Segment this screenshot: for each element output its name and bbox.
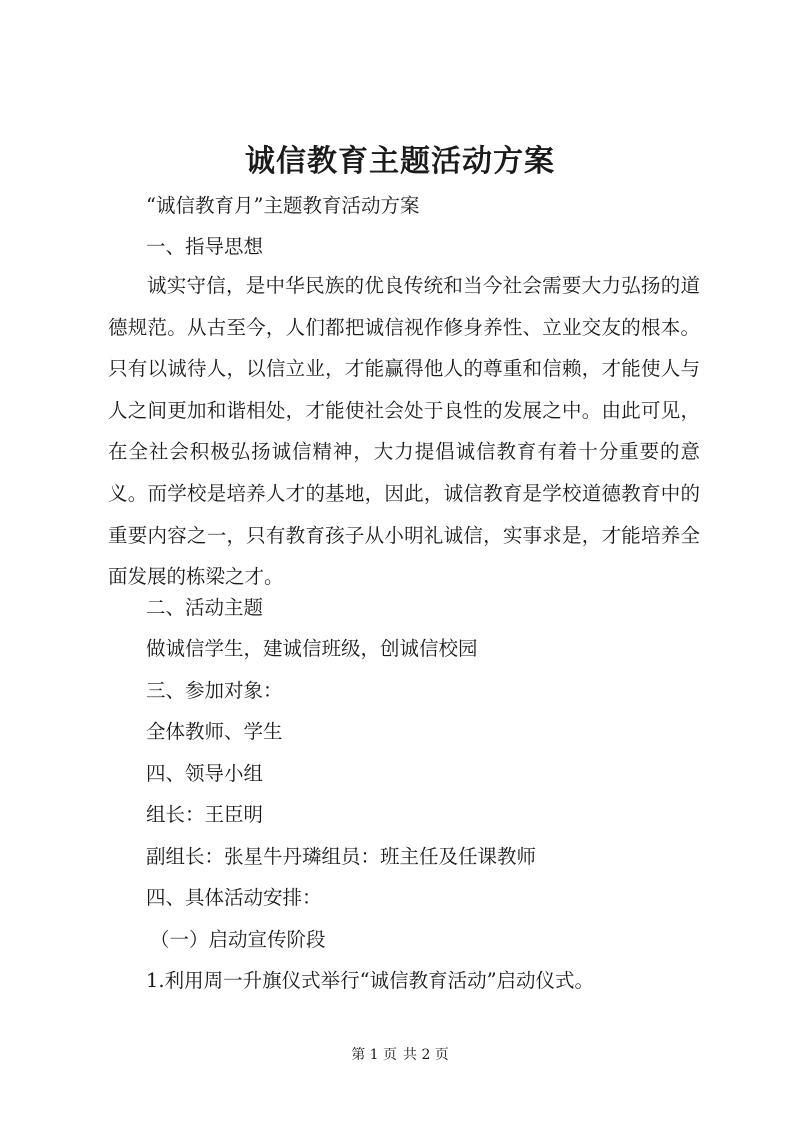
section-heading-activity-theme: 二、活动主题: [146, 596, 264, 619]
document-subtitle: “诚信教育月”主题教育活动方案: [146, 194, 420, 217]
participants-text: 全体教师、学生: [146, 720, 283, 743]
page-footer: [0, 1045, 800, 1065]
section-heading-participants: 三、参加对象：: [146, 679, 283, 702]
page-number-current: 第 1 页: [351, 1047, 397, 1063]
section-heading-leadership-group: 四、领导小组: [146, 762, 264, 785]
activity-theme-text: 做诚信学生，建诚信班级，创诚信校园: [146, 637, 478, 660]
stage-heading-launch: （一）启动宣传阶段: [150, 928, 326, 951]
document-title: 诚信教育主题活动方案: [245, 144, 555, 179]
group-leader-text: 组长：王臣明: [146, 803, 264, 826]
page-number-total: 共 2 页: [403, 1047, 449, 1063]
section-heading-guiding-thought: 一、指导思想: [146, 235, 264, 258]
arrangement-item-1: 1.利用周一升旗仪式举行“诚信教育活动”启动仪式。: [146, 969, 595, 992]
guiding-thought-paragraph: 诚实守信，是中华民族的优良传统和当今社会需要大力弘扬的道德规范。从古至今，人们都把诚信视作修身养性、立业交友的根本。只有以诚待人，以信立业，才能赢得他人的尊重和信赖，才能使人与人之间更加和谐相处，才能使社会处于良性的发展之中。由此可见，在全社会积极弘扬诚信精神，大力提倡诚信教育有着十分重要的意义。而学校是培养人才的基地，因此，诚信教育是学校道德教育中的重要内容之一，只有教育孩子从小明礼诚信，实事求是，才能培养全面发展的栋梁之才。: [108, 274, 700, 589]
section-heading-activity-arrangement: 四、具体活动安排：: [146, 886, 322, 909]
deputy-leader-text: 副组长：张星牛丹璘组员：班主任及任课教师: [146, 845, 537, 868]
